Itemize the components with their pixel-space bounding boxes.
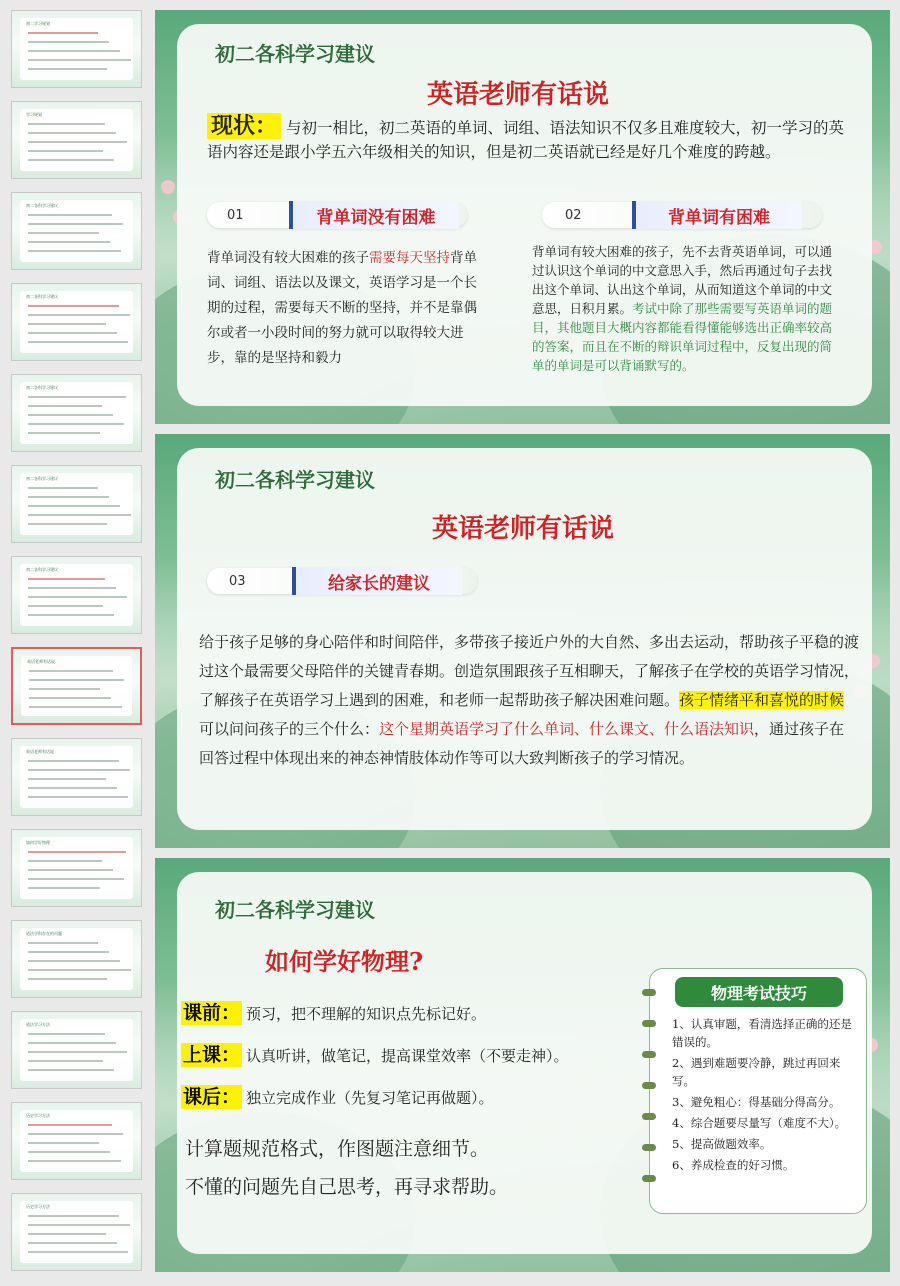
thumbnail-text-line: [28, 851, 126, 853]
thumbnail-card: [20, 928, 133, 990]
thumbnail-title: 初二各科学习建议: [26, 385, 58, 390]
thumbnail-text-line: [28, 314, 130, 316]
thumbnail-text-line: [28, 341, 128, 343]
thumbnail-text-line: [28, 578, 105, 580]
study-step-row: [181, 1040, 569, 1067]
highlight-red-text: 需要每天坚持: [369, 250, 450, 266]
step-label: 上课：: [183, 1044, 241, 1066]
thumbnail-title: 道法学习方法: [26, 1022, 50, 1027]
status-label: 现状：: [207, 113, 281, 139]
study-step-row: [181, 1082, 494, 1109]
thumbnail-text-line: [28, 150, 103, 152]
thumbnail-text-line: [28, 250, 121, 252]
thumbnail-text-line: [28, 796, 128, 798]
thumbnail-text-line: [28, 605, 103, 607]
section-title: 初二各科学习建议: [215, 898, 375, 922]
step-text: 预习，把不理解的知识点先标记好。: [246, 1005, 487, 1023]
thumbnail-text-line: [28, 1124, 112, 1126]
thumbnail-text-line: [28, 223, 123, 225]
thumbnail-text-line: [28, 1060, 103, 1062]
slide-heading: 英语老师有话说: [427, 80, 610, 110]
thumbnail-text-line: [28, 432, 100, 434]
point-label: 背单词没有困难: [289, 201, 459, 229]
blossom-decoration: [161, 180, 175, 194]
slide-content-card: [177, 24, 872, 406]
thumbnail-text-line: [28, 241, 110, 243]
thumbnail-text-line: [28, 760, 119, 762]
thumbnail-text-line: [29, 706, 122, 708]
thumbnail-card: [20, 473, 133, 535]
thumbnail-text-line: [28, 778, 106, 780]
thumbnail-text-line: [28, 141, 127, 143]
thumbnail-text-line: [28, 496, 109, 498]
tip-item: 2、遇到难题要冷静，跳过再回来写。: [672, 1056, 841, 1088]
thumbnail-title: 历史学习方法: [26, 1204, 50, 1209]
slide-thumbnail[interactable]: [11, 647, 142, 725]
slide-thumbnail[interactable]: [11, 283, 142, 361]
thumbnail-title: 初二各科学习建议: [26, 294, 58, 299]
thumbnail-text-line: [28, 787, 117, 789]
paragraph-text: 背单词、词组、语法以及课文，英语学习是一个长期的过程，需要每天不断的坚持，并不是靠偶尔或者一小段时间的努力就可以取得较大进步，靠的是坚持和毅力: [207, 250, 477, 366]
thumbnail-title: 初二各科学习建议: [26, 476, 58, 481]
step-label: 课后：: [183, 1086, 241, 1108]
paragraph-text: 可以问问孩子的三个什么：: [199, 720, 380, 738]
thumbnail-text-line: [28, 969, 131, 971]
slide-thumbnail[interactable]: [11, 374, 142, 452]
thumbnail-text-line: [28, 1233, 106, 1235]
slide-thumbnail[interactable]: [11, 101, 142, 179]
slide-thumbnail[interactable]: [11, 829, 142, 907]
paragraph-text: 给于孩子足够的身心陪伴和时间陪伴，多带孩子接近户外的大自然、多出去运动，帮助孩子平稳的渡过这个最需要父母陪伴的关键青春期。创造氛围跟孩子互相聊天，了解孩子在学校的英语学习情况，了解孩子在英语学习上遇到的困难，和老师一起帮助孩子解决困难问题。: [199, 633, 860, 709]
slide-heading: 如何学好物理?: [265, 947, 424, 976]
thumbnail-text-line: [28, 769, 130, 771]
step-label: 课前：: [183, 1002, 241, 1024]
thumbnail-title: 初二各科学习建议: [26, 567, 58, 572]
thumbnail-title: 道法学科存在的问题: [26, 931, 62, 936]
thumbnail-title: 初二各科学习建议: [26, 203, 58, 208]
highlight-yellow-text: 孩子情绪平和喜悦的时候: [679, 691, 845, 709]
thumbnail-card: [20, 1201, 133, 1263]
tips-list: [672, 1015, 857, 1177]
slide-thumbnail[interactable]: [11, 465, 142, 543]
thumbnail-text-line: [28, 1251, 128, 1253]
slide-english-1: [155, 10, 890, 424]
thumbnail-text-line: [28, 951, 109, 953]
point-label: 背单词有困难: [632, 201, 802, 229]
thumbnail-card: [20, 382, 133, 444]
thumbnail-title: 英语老师有话说: [27, 659, 55, 664]
tip-red-line: 计算题规范格式，作图题注意细节。: [185, 1138, 490, 1160]
thumbnail-text-line: [28, 960, 120, 962]
thumbnail-text-line: [29, 697, 111, 699]
thumbnail-text-line: [28, 41, 109, 43]
thumbnail-text-line: [28, 1133, 123, 1135]
thumbnail-card: [20, 746, 133, 808]
thumbnail-card: [20, 1019, 133, 1081]
tip-item: 5、提高做题效率。: [672, 1137, 772, 1151]
thumbnail-text-line: [28, 232, 99, 234]
item-number: 01: [227, 208, 244, 223]
thumbnail-card: [20, 564, 133, 626]
thumbnail-text-line: [29, 679, 124, 681]
paragraph-difficulty: [532, 242, 844, 375]
thumbnail-text-line: [29, 670, 113, 672]
thumbnail-text-line: [28, 423, 124, 425]
thumbnail-title: 学习规划: [26, 112, 42, 117]
thumbnail-text-line: [28, 878, 124, 880]
thumbnail-text-line: [28, 614, 114, 616]
thumbnail-text-line: [28, 869, 113, 871]
paragraph-text: ，通过孩子在回答过程中体现出来的神态神情肢体动作等可以大致判断孩子的学习情况。: [199, 720, 845, 767]
thumbnail-card: [20, 200, 133, 262]
thumbnail-text-line: [29, 688, 100, 690]
thumbnail-text-line: [28, 414, 113, 416]
thumbnail-text-line: [28, 1224, 130, 1226]
slide-thumbnail[interactable]: [11, 920, 142, 998]
thumbnail-text-line: [28, 214, 112, 216]
paragraph-text: 背单词没有较大困难的孩子: [207, 250, 369, 266]
thumbnail-text-line: [28, 50, 120, 52]
slide-english-2: [155, 434, 890, 848]
thumbnail-text-line: [28, 159, 114, 161]
tip-red-line: 不懂的问题先自己思考，再寻求帮助。: [185, 1176, 509, 1198]
thumbnail-text-line: [28, 505, 120, 507]
slide-thumbnail[interactable]: [11, 10, 142, 88]
thumbnail-text-line: [28, 1215, 119, 1217]
step-text: 认真听讲，做笔记，提高课堂效率（不要走神）。: [246, 1047, 569, 1065]
thumbnail-text-line: [28, 942, 98, 944]
thumbnail-text-line: [28, 1033, 105, 1035]
thumbnail-text-line: [28, 523, 107, 525]
thumbnail-card: [21, 656, 132, 716]
slide-thumbnail-rail: [0, 0, 150, 1286]
thumbnail-card: [20, 291, 133, 353]
tip-item: 3、避免粗心：得基础分得高分。: [672, 1095, 841, 1109]
status-text: 与初一相比，初二英语的单词、词组、语法知识不仅多且难度较大，初一学习的英语内容还是跟小学五六年级相关的知识，但是初二英语就已经是好几个难度的跨越。: [207, 119, 844, 161]
point-label: 给家长的建议: [292, 567, 462, 595]
thumbnail-title: 英语老师有话说: [26, 749, 54, 754]
thumbnail-text-line: [28, 1160, 121, 1162]
thumbnail-text-line: [28, 332, 117, 334]
thumbnail-text-line: [28, 978, 107, 980]
thumbnail-text-line: [28, 1051, 127, 1053]
slide-thumbnail[interactable]: [11, 1102, 142, 1180]
thumbnail-text-line: [28, 305, 119, 307]
slide-thumbnail[interactable]: [11, 192, 142, 270]
status-paragraph: [207, 114, 857, 164]
paragraph-no-difficulty: [207, 246, 482, 371]
slide-content-card: [177, 448, 872, 830]
thumbnail-text-line: [28, 1142, 99, 1144]
thumbnail-text-line: [28, 68, 107, 70]
thumbnail-text-line: [28, 59, 131, 61]
thumbnail-card: [20, 837, 133, 899]
thumbnail-card: [20, 18, 133, 80]
thumbnail-text-line: [28, 396, 126, 398]
slide-physics: [155, 858, 890, 1272]
thumbnail-card: [20, 109, 133, 171]
slide-thumbnail[interactable]: [11, 1011, 142, 1089]
thumbnail-text-line: [28, 32, 98, 34]
section-title: 初二各科学习建议: [215, 468, 375, 492]
tip-item: 6、养成检查的好习惯。: [672, 1158, 795, 1172]
binder-rings: [642, 989, 656, 1209]
slide-thumbnail[interactable]: [11, 738, 142, 816]
study-step-row: [181, 998, 486, 1025]
item-number: 02: [565, 208, 582, 223]
thumbnail-title: 历史学习方法: [26, 1113, 50, 1118]
thumbnail-card: [20, 1110, 133, 1172]
thumbnail-text-line: [28, 1151, 110, 1153]
slide-thumbnail[interactable]: [11, 556, 142, 634]
section-title: 初二各科学习建议: [215, 42, 375, 66]
paragraph-text: 背单词有较大困难的孩子，先不去背英语单词，可以通过认识这个单词的中文意思入手，然后再通过句子去找出这个单词、认出这个单词，从而知道这个单词的中文意思，日积月累。: [532, 244, 833, 316]
tip-item: 1、认真审题，看清选择正确的还是错误的。: [672, 1017, 852, 1049]
thumbnail-text-line: [28, 123, 105, 125]
thumbnail-text-line: [28, 1069, 114, 1071]
slide-heading: 英语老师有话说: [432, 514, 615, 544]
thumbnail-title: 如何学好物理: [26, 840, 50, 845]
thumbnail-text-line: [28, 587, 116, 589]
step-text: 独立完成作业（先复习笔记再做题）。: [246, 1089, 494, 1107]
thumbnail-text-line: [28, 887, 100, 889]
thumbnail-text-line: [28, 323, 106, 325]
thumbnail-text-line: [28, 487, 98, 489]
tip-item: 4、综合题要尽量写（难度不大）。: [672, 1116, 847, 1130]
thumbnail-text-line: [28, 132, 116, 134]
thumbnail-text-line: [28, 1042, 116, 1044]
tips-title: 物理考试技巧: [675, 977, 843, 1007]
thumbnail-title: 初二学习规划: [26, 21, 50, 26]
thumbnail-text-line: [28, 514, 131, 516]
highlight-green-text: 考试中除了那些需要写英语单词的题目，其他题目大概内容都能看得懂能够选出正确率较高的答案，而且在不断的辩识单词过程中，反复出现的简单的单词是可以背诵默写的。: [532, 301, 833, 373]
slide-thumbnail[interactable]: [11, 1193, 142, 1271]
thumbnail-text-line: [28, 405, 102, 407]
thumbnail-text-line: [28, 1242, 117, 1244]
slide-content-card: [177, 872, 872, 1254]
thumbnail-text-line: [28, 860, 102, 862]
thumbnail-text-line: [28, 596, 127, 598]
highlight-red-text: 这个星期英语学习了什么单词、什么课文、什么语法知识: [379, 720, 755, 738]
exam-tips-panel: [649, 968, 867, 1214]
parent-advice-paragraph: [199, 628, 859, 773]
item-number: 03: [229, 574, 246, 589]
